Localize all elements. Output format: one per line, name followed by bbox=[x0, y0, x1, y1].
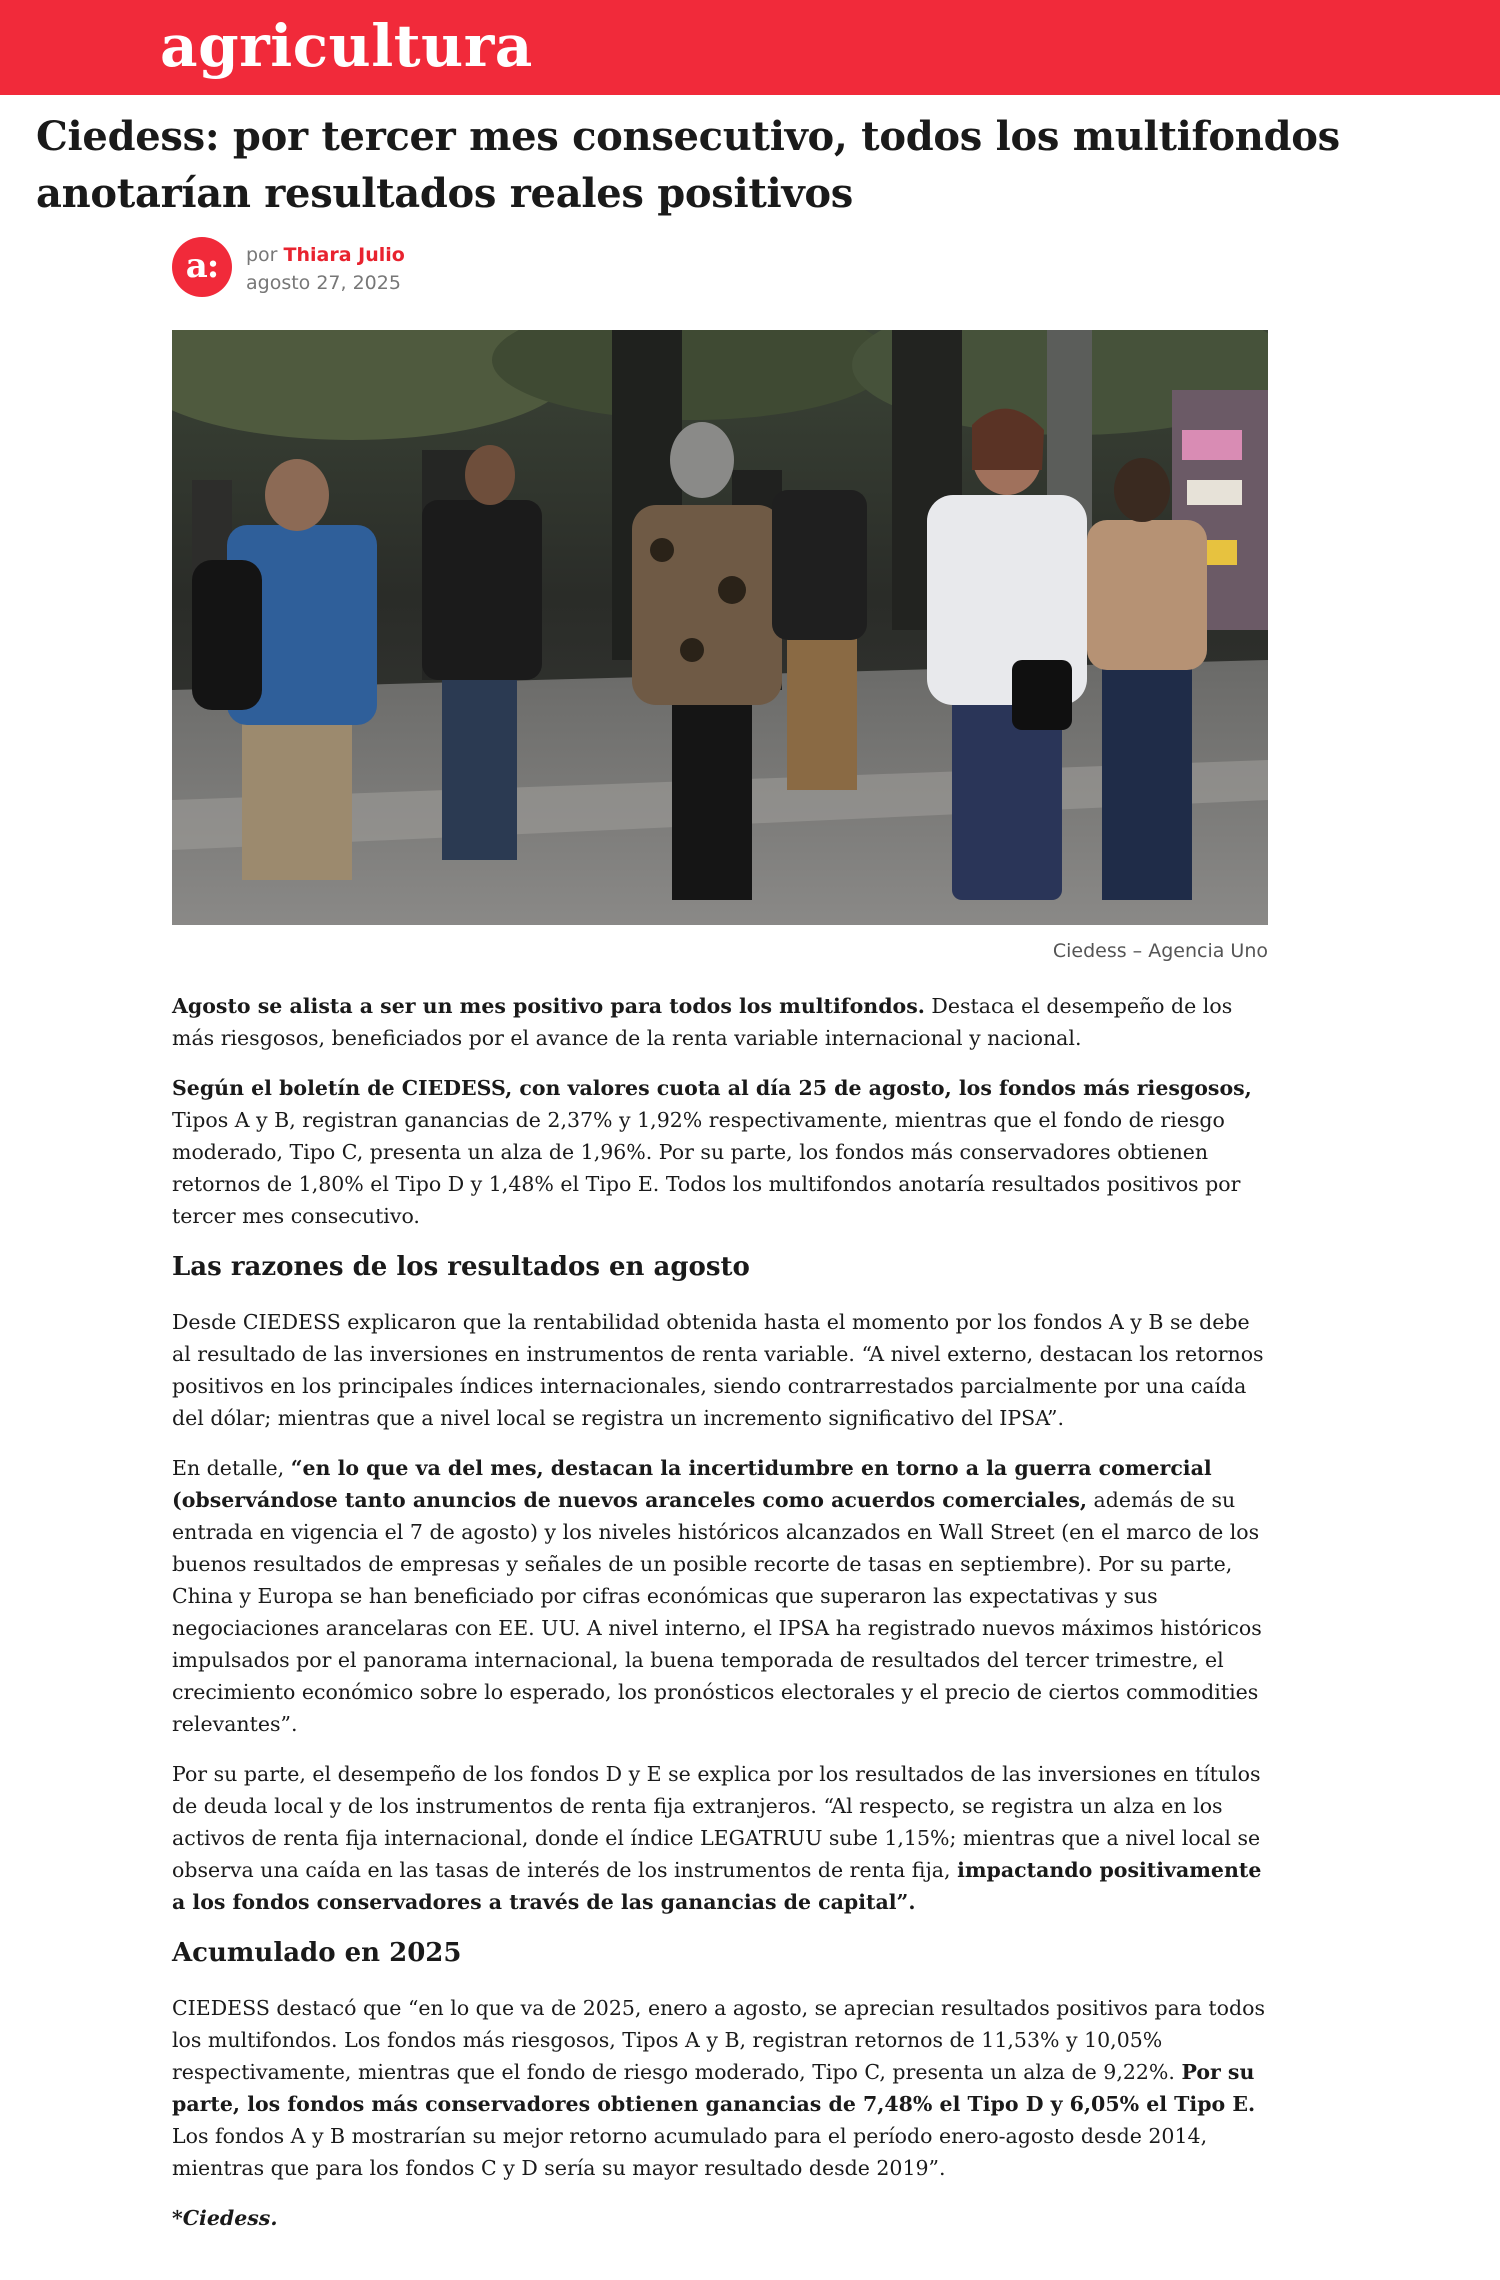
paragraph-accumulated bbox=[172, 1992, 1268, 2184]
paragraph-reasons: Desde CIEDESS explicaron que la rentabilidad obtenida hasta el momento por los fondos A y B se debe al resultado de las inversiones en instrumentos de renta variable. “A nivel externo, destacan los retornos positivos en los principales índices internacionales, siendo contrarrestados parcialmente por una caída del dólar; mientras que a nivel local se registra un incremento significativo del IPSA”. bbox=[172, 1310, 1264, 1430]
accumulated-text-2: Los fondos A y B mostrarían su mejor retorno acumulado para el período enero-agosto desde 2014, mientras que para los fondos C y D sería su mayor resultado desde 2019”. bbox=[172, 2124, 1208, 2180]
paragraph-intro bbox=[172, 990, 1268, 1054]
intro-text: Destaca el desempeño de los más riesgosos, beneficiados por el avance de la renta variable internacional y nacional. bbox=[172, 994, 1233, 1050]
paragraph-funds-de bbox=[172, 1758, 1268, 1918]
street-scene-image bbox=[172, 330, 1268, 925]
article-signature: *Ciedess. bbox=[172, 2206, 278, 2230]
author-link[interactable]: Thiara Julio bbox=[283, 244, 405, 266]
byline-author-line bbox=[246, 244, 405, 266]
detail-pre: En detalle, bbox=[172, 1456, 291, 1480]
section-heading-reasons: Las razones de los resultados en agosto bbox=[172, 1252, 750, 1282]
article-body bbox=[172, 990, 1268, 2252]
detail-bold: “en lo que va del mes, destacan la incertidumbre en torno a la guerra comercial (observándose tanto anuncios de nuevos aranceles como acuerdos comerciales, bbox=[172, 1456, 1212, 1512]
article-title: Ciedess: por tercer mes consecutivo, todos los multifondos anotarían resultados reales positivos bbox=[36, 113, 1340, 217]
funds-de-text: Por su parte, el desempeño de los fondos D y E se explica por los resultados de las inversiones en títulos de deuda local y de los instrumentos de renta fija extranjeros. “Al respecto, se registra un alza en los activos de renta fija internacional, donde el índice LEGATRUU sube 1,15%; mientras que a nivel local se observa una caída en las tasas de interés de los instrumentos de renta fija, bbox=[172, 1762, 1261, 1882]
byline bbox=[172, 236, 872, 306]
site-logo[interactable]: agricultura bbox=[160, 12, 533, 80]
publish-date: agosto 27, 2025 bbox=[246, 272, 401, 294]
paragraph-bulletin bbox=[172, 1072, 1268, 1232]
detail-text: además de su entrada en vigencia el 7 de agosto) y los niveles históricos alcanzados en Wall Street (en el marco de los buenos resultados de empresas y señales de un posible recorte de tasas en septiembre). Por su parte, China y Europa se han beneficiado por cifras económicas que superaron las expectativas y sus negociaciones arancelaras con EE. UU. A nivel interno, el IPSA ha registrado nuevos máximos históricos impulsados por el panorama internacional, la buena temporada de resultados del tercer trimestre, el crecimiento económico sobre lo esperado, los pronósticos electorales y el precio de ciertos commodities relevantes”. bbox=[172, 1488, 1262, 1736]
section-heading-accumulated: Acumulado en 2025 bbox=[172, 1938, 462, 1968]
paragraph-detail bbox=[172, 1452, 1268, 1740]
image-caption: Ciedess – Agencia Uno bbox=[1052, 940, 1268, 962]
accumulated-text: CIEDESS destacó que “en lo que va de 2025, enero a agosto, se aprecian resultados positivos para todos los multifondos. Los fondos más riesgosos, Tipos A y B, registran retornos de 11,53% y 10,05% respectivamente, mientras que el fondo de riesgo moderado, Tipo C, presenta un alza de 9,22%. bbox=[172, 1996, 1265, 2084]
byline-prefix: por bbox=[246, 244, 278, 266]
accumulated-bold: Por su parte, los fondos más conservadores obtienen ganancias de 7,48% el Tipo D y 6,05% el Tipo E. bbox=[172, 2060, 1256, 2116]
author-avatar[interactable]: a: bbox=[172, 237, 232, 297]
bulletin-text: Tipos A y B, registran ganancias de 2,37% y 1,92% respectivamente, mientras que el fondo de riesgo moderado, Tipo C, presenta un alza de 1,96%. Por su parte, los fondos más conservadores obtienen retornos de 1,80% el Tipo D y 1,48% el Tipo E. Todos los multifondos anotaría resultados positivos por tercer mes consecutivo. bbox=[172, 1108, 1241, 1228]
article-photo bbox=[172, 330, 1268, 925]
funds-de-bold: impactando positivamente a los fondos conservadores a través de las ganancias de capital”. bbox=[172, 1858, 1262, 1914]
bulletin-bold: Según el boletín de CIEDESS, con valores cuota al día 25 de agosto, los fondos más riesgosos, bbox=[172, 1076, 1252, 1100]
intro-bold: Agosto se alista a ser un mes positivo para todos los multifondos. bbox=[172, 994, 925, 1018]
site-header bbox=[0, 0, 1500, 95]
